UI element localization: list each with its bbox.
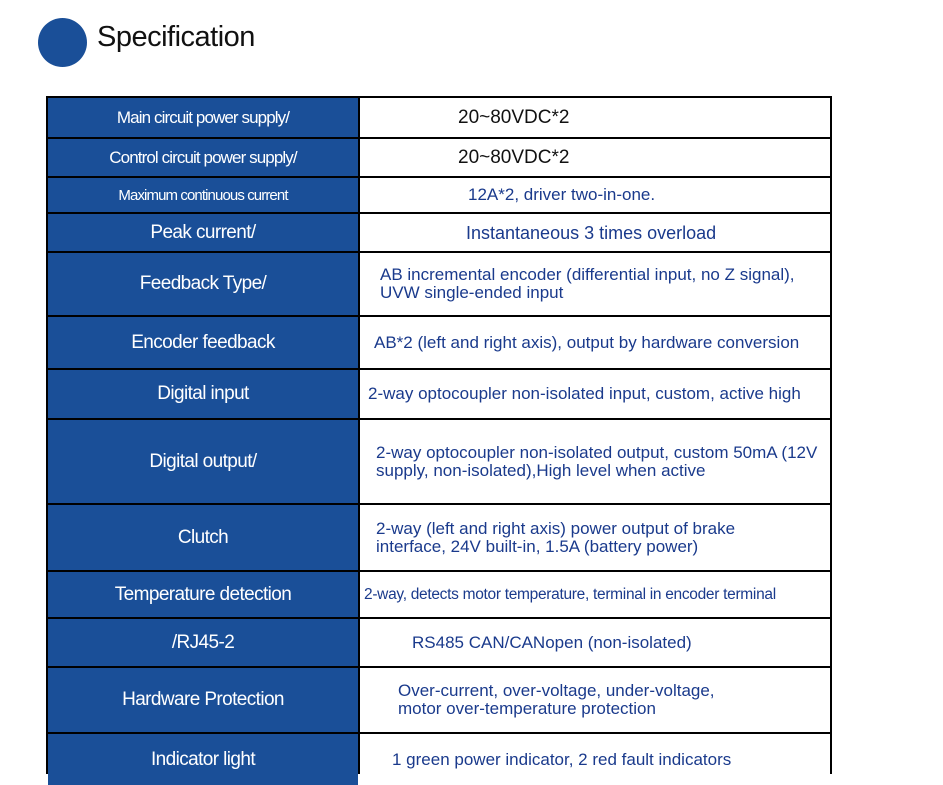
spec-label-main-power: Main circuit power supply/ [48, 98, 358, 137]
spec-label-digital-output: Digital output/ [48, 420, 358, 503]
spec-label-encoder-feedback: Encoder feedback [48, 317, 358, 368]
spec-value-digital-output-text: 2-way optocoupler non-isolated output, custom 50mA (12V supply, non-isolated),High level when active [376, 442, 818, 480]
spec-label-temperature: Temperature detection [48, 572, 358, 617]
spec-value-clutch-text: 2-way (left and right axis) power output of brake interface, 24V built-in, 1.5A (battery power) [376, 518, 736, 556]
spec-value-hardware-protection-text: Over-current, over-voltage, under-voltage, motor over-temperature protection [398, 681, 715, 718]
circle-bullet-icon [38, 18, 87, 67]
spec-value-feedback-type-text: AB incremental encoder (differential input, no Z signal), UVW single-ended input [380, 265, 795, 302]
spec-value-feedback-type [360, 253, 830, 315]
spec-value-peak-current: Instantaneous 3 times overload [360, 214, 830, 251]
spec-label-rj45: /RJ45-2 [48, 619, 358, 666]
spec-value-indicator-light: 1 green power indicator, 2 red fault indicators [360, 734, 830, 785]
spec-value-clutch [360, 505, 830, 570]
spec-label-peak-current: Peak current/ [48, 214, 358, 251]
spec-label-control-power: Control circuit power supply/ [48, 139, 358, 176]
spec-value-digital-input: 2-way optocoupler non-isolated input, custom, active high [360, 370, 830, 418]
spec-label-clutch: Clutch [48, 505, 358, 570]
spec-value-hardware-protection [360, 668, 830, 732]
specification-table [46, 96, 832, 774]
spec-value-control-power: 20~80VDC*2 [360, 139, 830, 176]
spec-value-temperature: 2-way, detects motor temperature, terminal in encoder terminal [360, 572, 830, 617]
spec-value-main-power: 20~80VDC*2 [360, 98, 830, 137]
spec-label-hardware-protection: Hardware Protection [48, 668, 358, 732]
spec-value-rj45: RS485 CAN/CANopen (non-isolated) [360, 619, 830, 666]
page-title: Specification [97, 21, 255, 53]
spec-label-max-current: Maximum continuous current [48, 178, 358, 212]
spec-label-indicator-light: Indicator light [48, 734, 358, 785]
spec-value-digital-output [360, 420, 830, 503]
spec-label-digital-input: Digital input [48, 370, 358, 418]
spec-label-feedback-type: Feedback Type/ [48, 253, 358, 315]
spec-value-max-current: 12A*2, driver two-in-one. [360, 178, 830, 212]
spec-value-encoder-feedback: AB*2 (left and right axis), output by hardware conversion [360, 317, 830, 368]
